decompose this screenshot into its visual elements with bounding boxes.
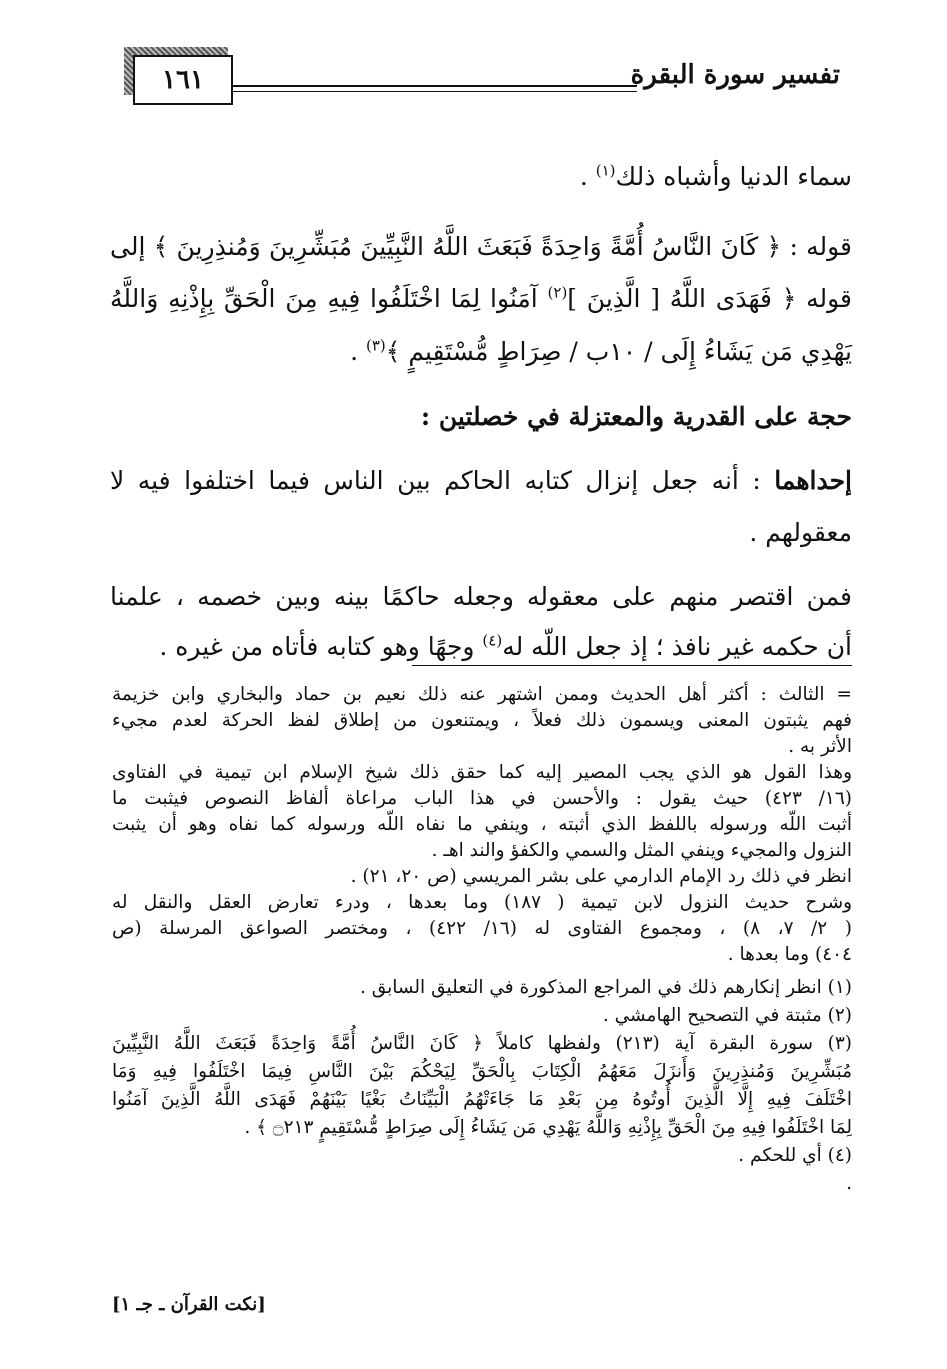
footnote-continued-line: وهذا القول هو الذي يجب المصير إليه كما حقق ذلك شيخ الإسلام ابن تيمية في الفتاوى — [112, 762, 852, 783]
body-line-1 — [580, 160, 852, 194]
footnote-ref: (٤) — [482, 631, 503, 650]
header-rule-thin — [232, 91, 637, 92]
footnote-continued-line: فهم يثبتون المعنى ويسمون ذلك فعلاً ، ويمتنعون من إطلاق لفظ الحركة لعدم مجيء — [112, 710, 852, 731]
body-text: : أنه جعل إنزال كتابه الحاكم بين الناس فيما اختلفوا فيه لا — [110, 466, 775, 495]
body-line-4 — [350, 335, 852, 369]
footnote-continued-line: أثبت اللّه ورسوله باللفظ الذي أثبته ، وينفي ما نفاه اللّه ورسوله كما نفاه وهو أن يثبت — [112, 814, 852, 835]
page-number: ١٦١ — [133, 55, 233, 105]
body-line-9 — [159, 630, 852, 664]
footnote-3-line: مُبَشِّرِينَ وَمُنذِرِينَ وَأَنزَلَ مَعَهُمُ الْكِتَابَ بِالْحَقِّ لِيَحْكُمَ بَيْنَ النَّاسِ فِيمَا اخْتَلَفُوا فِيهِ وَمَا — [112, 1061, 852, 1082]
footnote-4: (٤) أي للحكم . — [738, 1145, 852, 1166]
body-text: أن حكمه غير نافذ ؛ إذ جعل اللّه له — [502, 632, 852, 661]
footnote-3-line: (٣) سورة البقرة آية (٢١٣) ولفظها كاملاً ﴿ كَانَ النَّاسُ أُمَّةً وَاحِدَةً فَبَعَثَ اللَّهُ النَّبِيِّينَ — [112, 1033, 853, 1054]
footnote-continued-line: النزول والمجيء وينفي المثل والسمي والكفؤ والند اهـ . — [431, 840, 852, 861]
footnote-1: (١) انظر إنكارهم ذلك في المراجع المذكورة في التعليق السابق . — [359, 977, 852, 998]
running-header-title: تفسير سورة البقرة — [630, 60, 840, 90]
footnote-ref: (٢) — [547, 283, 568, 302]
body-text: . — [579, 162, 596, 191]
book-signature-footer: [نكت القرآن ـ جـ ١] — [112, 1294, 266, 1315]
footnote-continued-line: = الثالث : أكثر أهل الحديث وممن اشتهر عنه ذلك نعيم بن حماد والبخاري وابن خزيمة — [112, 684, 852, 705]
body-text: وجهًا وهو كتابه فأتاه من غيره . — [159, 632, 483, 661]
footnote-continued-line: وشرح حديث النزول لابن تيمية ( ١٨٧) وما بعدها ، ودرء تعارض العقل والنقل له — [112, 892, 853, 913]
body-text: يَهْدِي مَن يَشَاءُ إِلَى / ١٠ب / صِرَاطٍ مُّسْتَقِيمٍ ﴾ — [385, 337, 852, 366]
body-line-7: معقولهم . — [749, 518, 852, 547]
footnote-4-end: . — [846, 1173, 852, 1194]
footnote-2: (٢) مثبتة في التصحيح الهامشي . — [602, 1005, 852, 1026]
footnote-ref: (٣) — [366, 336, 386, 355]
body-text: . — [350, 337, 366, 366]
footnote-continued-line: انظر في ذلك رد الإمام الدارمي على بشر المريسي (ص ٢٠، ٢١) . — [350, 866, 852, 887]
body-text: قوله ﴿ فَهَدَى اللَّهُ [ الَّذِينَ ] — [567, 284, 852, 313]
body-text: آمَنُوا لِمَا اخْتَلَفُوا فِيهِ مِنَ الْحَقِّ بِإِذْنِهِ وَاللَّهُ — [110, 284, 548, 313]
term-bold: إحداهما — [774, 466, 852, 495]
header-rule — [232, 85, 637, 87]
footnote-continued-line: الأثر به . — [788, 736, 852, 757]
body-text: سماء الدنيا وأشباه ذلك — [615, 162, 852, 191]
body-line-3 — [110, 282, 852, 316]
footnote-continued-line: ٤٠٤) وما بعدها . — [727, 944, 852, 965]
footnote-continued-line: (١٦/ ٤٢٣) حيث يقول : والأحسن في هذا الباب مراعاة ألفاظ النصوص فيثبت ما — [112, 788, 852, 809]
body-line-6 — [110, 464, 852, 498]
body-line-8: فمن اقتصر منهم على معقوله وجعله حاكمًا بينه وبين خصمه ، علمنا — [110, 582, 852, 611]
body-line-2: قوله : ﴿ كَانَ النَّاسُ أُمَّةً وَاحِدَةً فَبَعَثَ اللَّهُ النَّبِيِّينَ مُبَشِّرِينَ وَمُنذِرِينَ ﴾ إلى — [110, 232, 852, 261]
footnote-3-line: لِمَا اخْتَلَفُوا فِيهِ مِنَ الْحَقِّ بِإِذْنِهِ وَاللَّهُ يَهْدِي مَن يَشَاءُ إِلَى صِرَاطٍ مُّسْتَقِيمٍ ۝٢١٣ ﴾ . — [244, 1117, 852, 1138]
footnote-continued-line: ( ٢/ ٧، ٨) ، ومجموع الفتاوى له (١٦/ ٤٢٢) ، ومختصر الصواعق المرسلة (ص — [112, 918, 852, 939]
section-heading: حجة على القدرية والمعتزلة في خصلتين : — [420, 402, 852, 431]
body-underline — [412, 665, 852, 666]
footnote-3-line: اخْتَلَفَ فِيهِ إِلَّا الَّذِينَ أُوتُوهُ مِن بَعْدِ مَا جَاءَتْهُمُ الْبَيِّنَاتُ بَغْيًا بَيْنَهُمْ فَهَدَى اللَّهُ الَّذِينَ آمَنُوا — [112, 1089, 852, 1110]
footnote-ref: (١) — [595, 161, 616, 180]
